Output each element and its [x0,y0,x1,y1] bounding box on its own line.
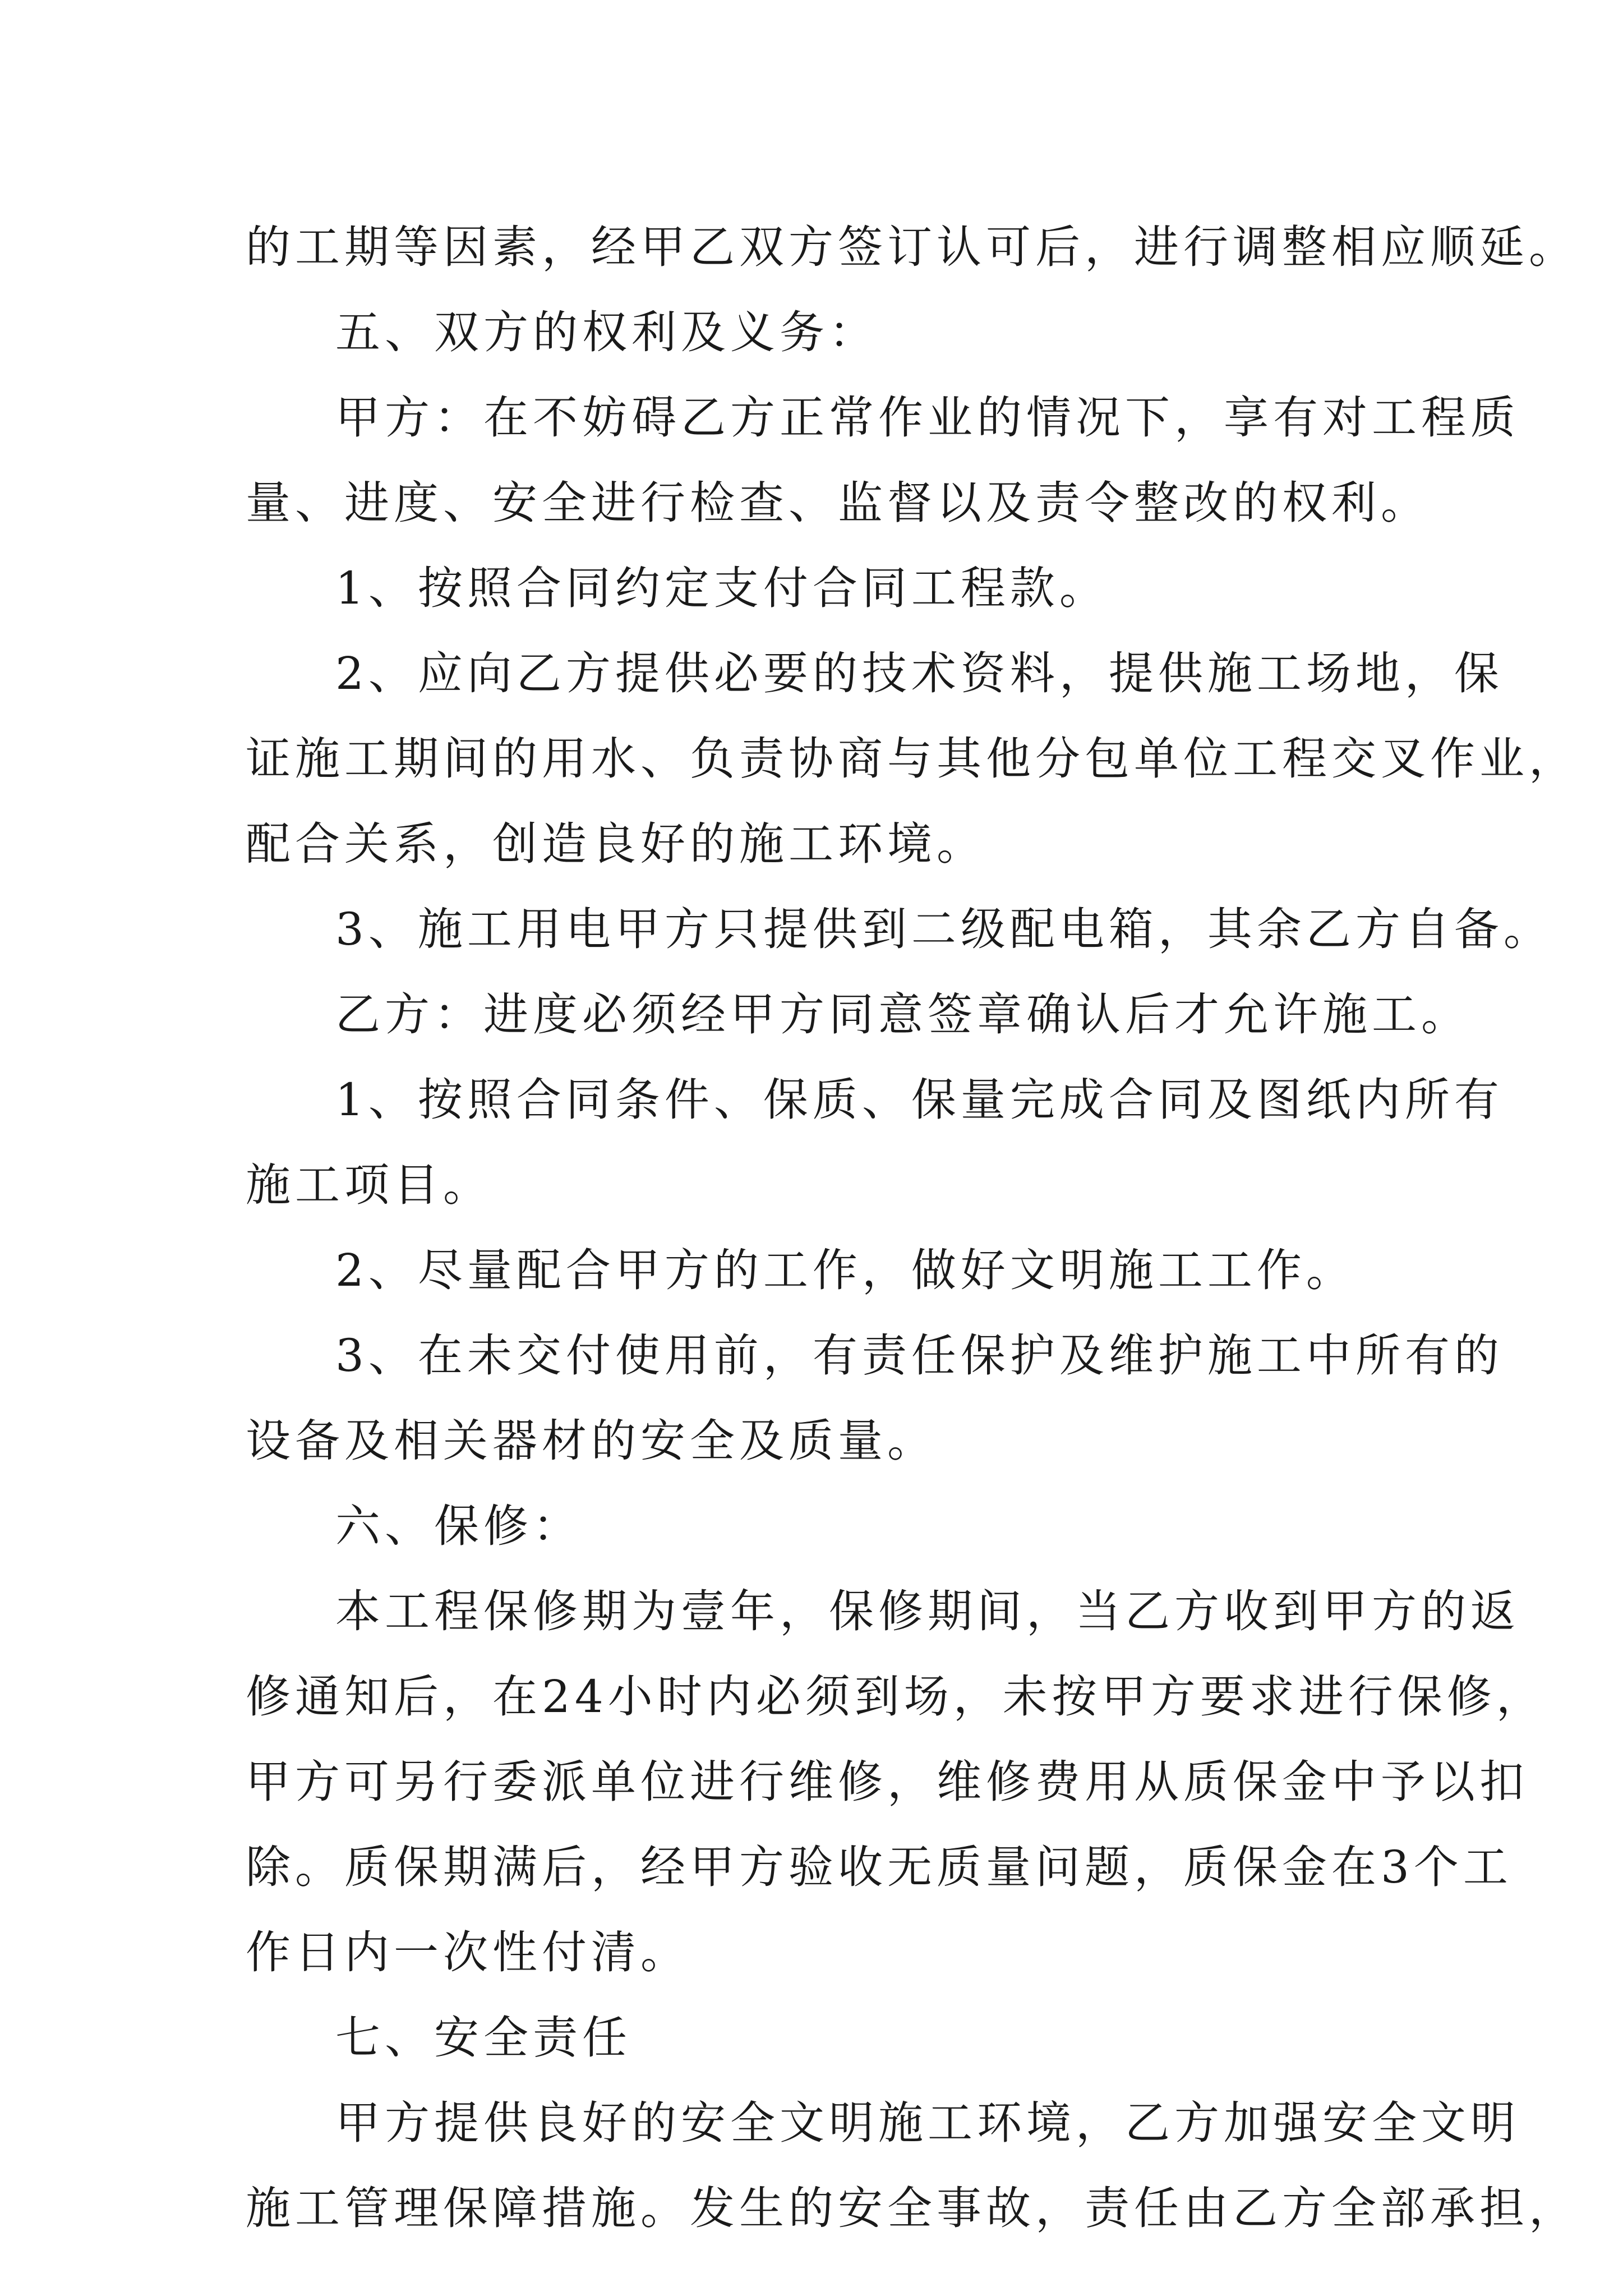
section-heading-warranty: 六、保修： [335,1500,582,1552]
text-line-9: 3、施工用电甲方只提供到二级配电箱，其余乙方自备。 [335,903,1553,955]
text-line-21: 作日内一次性付清。 [246,1926,690,1978]
text-line-13: 2、尽量配合甲方的工作，做好文明施工工作。 [335,1244,1355,1296]
text-line-6: 2、应向乙方提供必要的技术资料，提供施工场地，保 [335,647,1504,700]
text-line-20: 除。质保期满后，经甲方验收无质量问题，质保金在3个工 [246,1841,1513,1893]
text-line-11: 1、按照合同条件、保质、保量完成合同及图纸内所有 [335,1074,1504,1126]
text-line-14: 3、在未交付使用前，有责任保护及维护施工中所有的 [335,1329,1504,1382]
text-line-23: 甲方提供良好的安全文明施工环境，乙方加强安全文明 [335,2097,1520,2149]
text-line-10: 乙方：进度必须经甲方同意签章确认后才允许施工。 [335,988,1470,1041]
text-line-12: 施工项目。 [246,1159,492,1211]
text-line-8: 配合关系，创造良好的施工环境。 [246,818,986,870]
section-heading-safety: 七、安全责任 [335,2012,631,2064]
text-line-24: 施工管理保障措施。发生的安全事故，责任由乙方全部承担， [246,2182,1578,2234]
text-line-7: 证施工期间的用水、负责协商与其他分包单位工程交叉作业， [246,733,1578,785]
text-line-15: 设备及相关器材的安全及质量。 [246,1415,937,1467]
text-line-1: 的工期等因素，经甲乙双方签订认可后，进行调整相应顺延。 [246,221,1578,273]
section-heading-rights-obligations: 五、双方的权利及义务： [335,306,878,358]
text-line-4: 量、进度、安全进行检查、监督以及责令整改的权利。 [246,477,1430,529]
text-line-5: 1、按照合同约定支付合同工程款。 [335,562,1109,614]
text-line-3: 甲方：在不妨碍乙方正常作业的情况下，享有对工程质 [335,392,1520,444]
text-line-19: 甲方可另行委派单位进行维修，维修费用从质保金中予以扣 [246,1756,1529,1808]
contract-text-block [246,205,1578,2251]
text-line-17: 本工程保修期为壹年，保修期间，当乙方收到甲方的返 [335,1585,1520,1637]
text-line-18: 修通知后，在24小时内必须到场，未按甲方要求进行保修， [246,1671,1546,1723]
